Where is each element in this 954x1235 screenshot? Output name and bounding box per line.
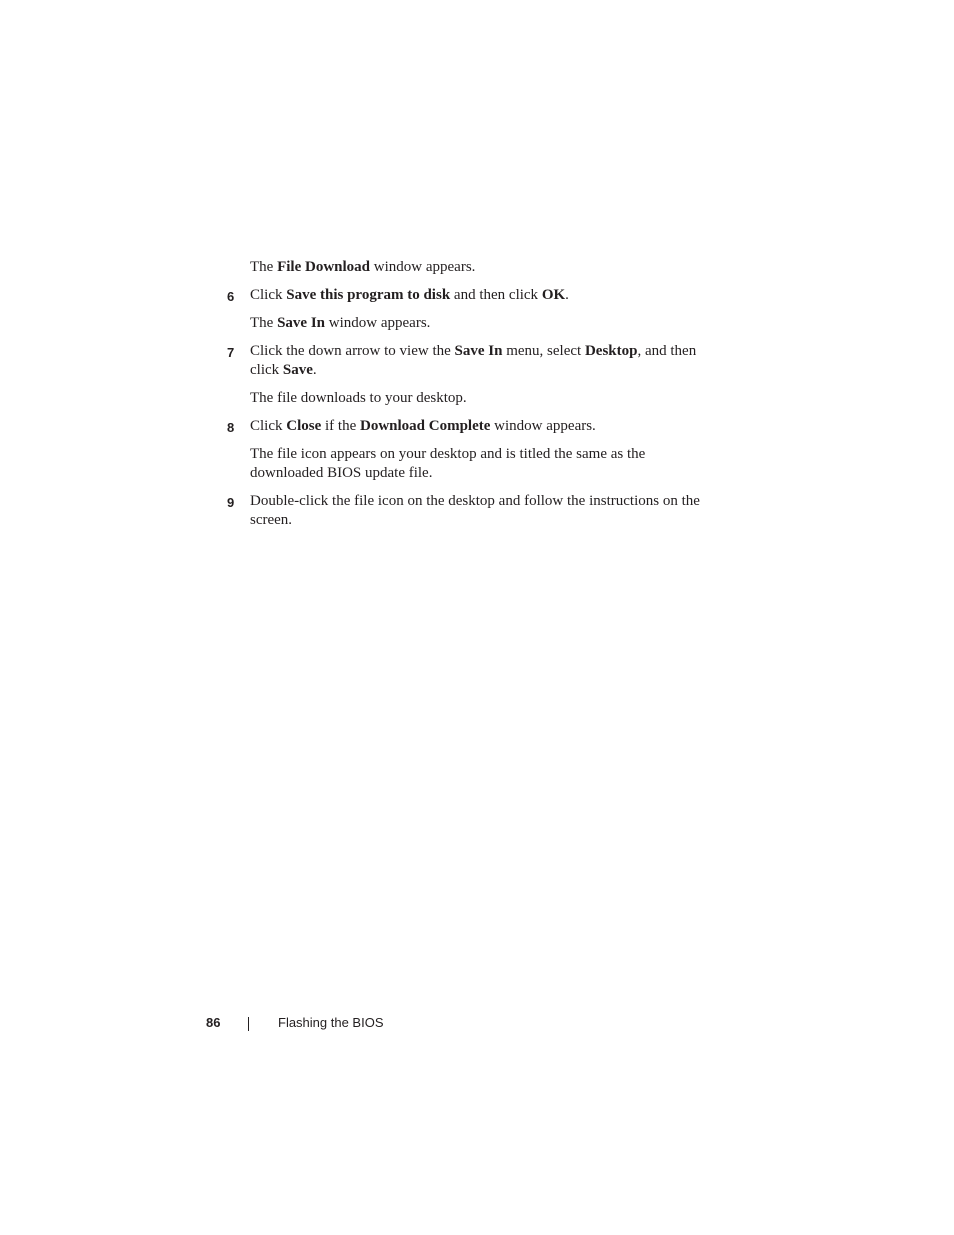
ui-term-desktop: Desktop bbox=[584, 343, 638, 359]
step-7: 7 Click the down arrow to view the Save In menu, select Desktop, and then click Save. bbox=[227, 343, 697, 378]
chapter-title: Flashing the BIOS bbox=[278, 1015, 384, 1030]
page-number: 86 bbox=[206, 1015, 221, 1030]
ui-term-ok: OK bbox=[541, 287, 566, 303]
step-number: 7 bbox=[227, 345, 235, 360]
step-6-result: The Save In window appears. bbox=[250, 315, 431, 331]
ui-term-save-in: Save In bbox=[454, 343, 503, 359]
paragraph-file-download: The File Download window appears. bbox=[250, 259, 476, 275]
step-number: 6 bbox=[227, 289, 235, 304]
page-footer bbox=[0, 1015, 954, 1035]
step-8-result: The file icon appears on your desktop and is titled the same as the downloaded BIOS update file. bbox=[250, 446, 646, 481]
ui-term-download-complete: Download Complete bbox=[360, 418, 491, 434]
step-number: 9 bbox=[227, 495, 235, 510]
step-8: 8 Click Close if the Download Complete window appears. bbox=[227, 418, 596, 435]
step-7-result: The file downloads to your desktop. bbox=[250, 390, 467, 406]
ui-term-save-program: Save this program to disk bbox=[286, 287, 451, 303]
ui-term-save: Save bbox=[282, 362, 313, 378]
instructions-body bbox=[227, 258, 722, 539]
footer-divider bbox=[248, 1017, 249, 1031]
ui-term-file-download: File Download bbox=[277, 259, 371, 275]
step-6: 6 Click Save this program to disk and then click OK. bbox=[227, 287, 569, 304]
step-9: 9 Double-click the file icon on the desktop and follow the instructions on the screen. bbox=[227, 493, 700, 528]
ui-term-save-in: Save In bbox=[277, 315, 326, 331]
ui-term-close: Close bbox=[286, 418, 322, 434]
step-number: 8 bbox=[227, 420, 235, 435]
